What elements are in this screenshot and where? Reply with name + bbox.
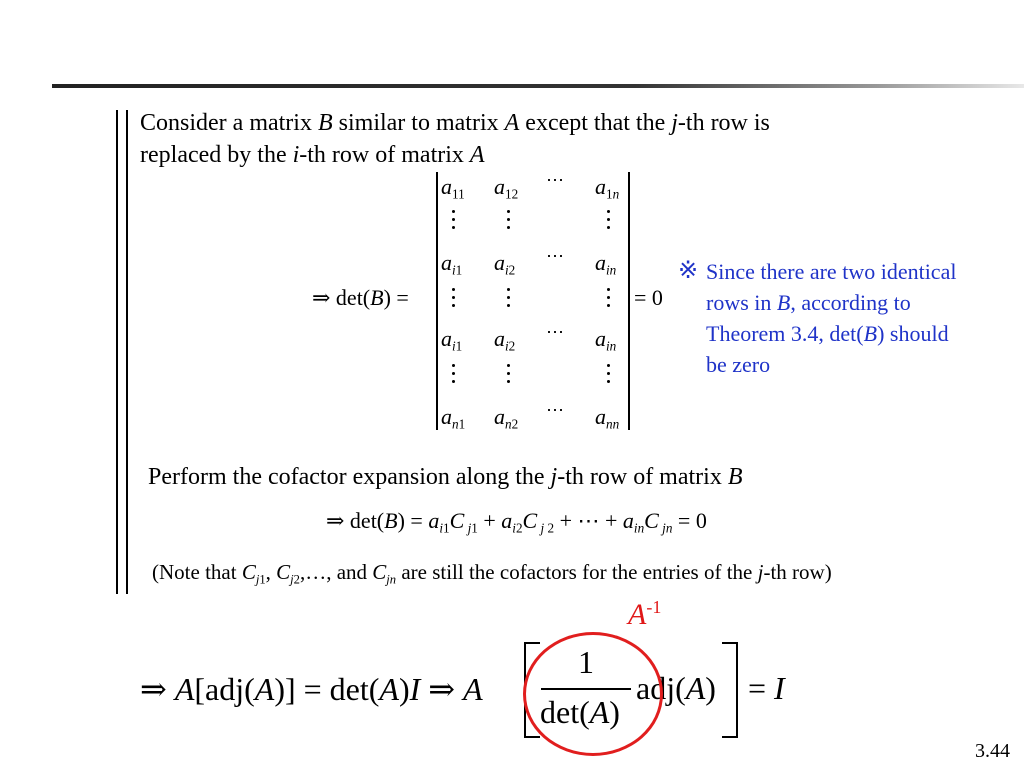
vdots-col-n xyxy=(607,210,611,234)
cell-ann: $a_{nn}$ xyxy=(595,404,620,432)
det-bar-right xyxy=(628,172,630,430)
vdots-col-1 xyxy=(452,210,456,234)
vdots-col-2 xyxy=(507,288,511,312)
cell-ain: $a_{in}$ xyxy=(595,250,617,278)
hdots-row-i: ⋯ xyxy=(546,246,565,266)
hdots-row-n: ⋯ xyxy=(546,400,565,420)
hdots-row-j: ⋯ xyxy=(546,322,565,342)
vdots-col-2 xyxy=(507,210,511,234)
vdots-col-1 xyxy=(452,364,456,388)
vdots-col-n xyxy=(607,288,611,312)
vdots-col-2 xyxy=(507,364,511,388)
page-number: 3.44 xyxy=(975,740,1010,762)
cell-aj2: $a_{i2}$ xyxy=(494,326,516,354)
fraction-denominator: det(A) xyxy=(540,694,620,730)
cell-ai1: $a_{i1}$ xyxy=(441,250,463,278)
expansion-text: Perform the cofactor expansion along the j-th row of matrix B xyxy=(148,464,743,490)
note-line-1: Since there are two identical xyxy=(706,259,957,284)
reference-mark-icon: ※ xyxy=(678,258,699,284)
cell-a12: $a_{12}$ xyxy=(494,174,519,202)
det-bar-left xyxy=(436,172,438,430)
intro-line-2: replaced by the i-th row of matrix A xyxy=(140,142,485,168)
intro-line-1: Consider a matrix B similar to matrix A except that the j-th row is xyxy=(140,110,770,136)
cell-a11: $a_{11}$ xyxy=(441,174,465,202)
expansion-equation: ⇒ $\det(B) = a_{i1}C$ $_{j1} + a_{i2}C$ $_{j 2}$ + ⋯ + $a_{in}C$ $_{jn}$ = 0 xyxy=(326,508,707,536)
cell-an1: $a_{n1}$ xyxy=(441,404,466,432)
adjugate-equation-left: ⇒ A[adj(A)] = det(A)I ⇒ A xyxy=(140,671,483,707)
det-b-rhs: = 0 xyxy=(634,285,663,310)
fraction-numerator: 1 xyxy=(578,644,594,680)
cell-ai2: $a_{i2}$ xyxy=(494,250,516,278)
hdots-row-1: ⋯ xyxy=(546,170,565,190)
cofactor-footnote: (Note that $C_{j1}$, $C_{j2},\dots$, and $C_{jn}$ are still the cofactors for the entries of the j-th row) xyxy=(152,560,832,587)
cell-ajn: $a_{in}$ xyxy=(595,326,617,354)
bracket-right xyxy=(722,642,738,738)
vdots-col-n xyxy=(607,364,611,388)
note-line-4: be zero xyxy=(706,352,771,377)
inverse-highlight-circle xyxy=(523,632,663,756)
identity-rhs: = I xyxy=(748,670,785,706)
side-note xyxy=(678,256,956,380)
inverse-annotation: $A^{-1}$ xyxy=(628,597,662,631)
cell-an2: $a_{n2}$ xyxy=(494,404,519,432)
vdots-col-1 xyxy=(452,288,456,312)
cell-aj1: $a_{i1}$ xyxy=(441,326,463,354)
det-b-lhs: ⇒ det(B) = xyxy=(312,285,409,310)
note-line-2: rows in B, according to xyxy=(706,290,911,315)
adjugate-term: adj(A) xyxy=(636,670,716,706)
note-line-3: Theorem 3.4, det(B) should xyxy=(706,321,949,346)
cell-a1n: $a_{1n}$ xyxy=(595,174,620,202)
